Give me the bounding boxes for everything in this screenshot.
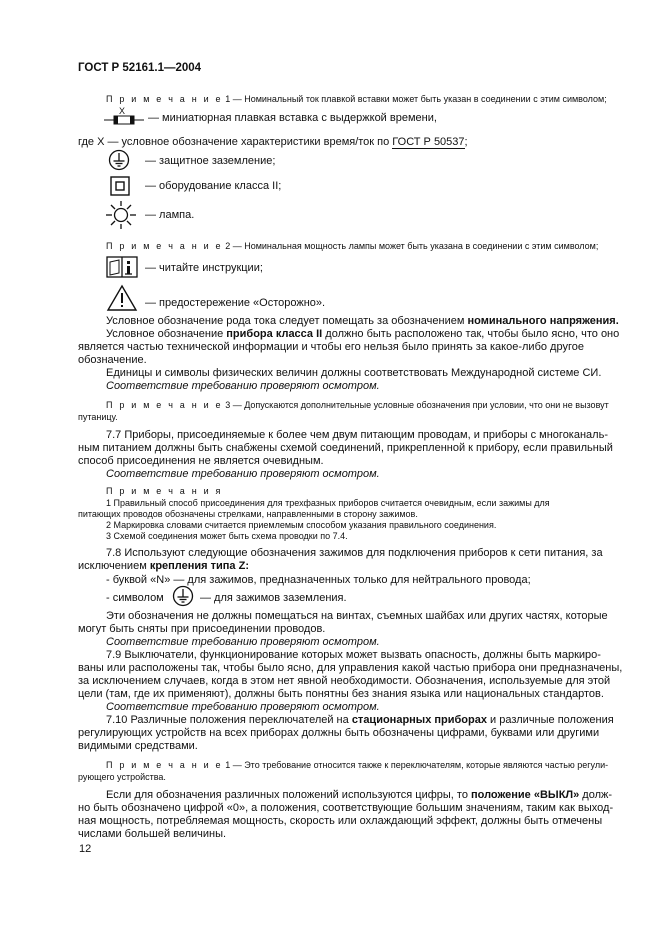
section-7-9-line1: 7.9 Выключатели, функционирование которых может вызвать опасность, должны быть маркиро- xyxy=(106,649,601,661)
final-para-line1 xyxy=(106,789,612,801)
note-2 xyxy=(106,241,598,251)
section-7-8-line2 xyxy=(78,560,249,572)
lamp-label: — лампа. xyxy=(145,209,195,221)
note-text: 2 — Номинальная мощность лампы может быть указана в соединении с этим символом; xyxy=(222,241,599,251)
para-si-units: Единицы и символы физических величин должны соответствовать Международной системе СИ. xyxy=(106,367,602,379)
note-3 xyxy=(106,400,609,410)
p2-bold: прибора класса II xyxy=(226,328,323,340)
compliance-check-3: Соответствие требованию проверяют осмотром. xyxy=(106,636,380,648)
section-7-10-line1 xyxy=(106,714,614,726)
where-x-text: где Х — условное обозначение характеристики время/ток по xyxy=(78,136,393,148)
para-class2-line2: является частью технической информации и чтобы его нельзя было принять за какое-либо другое xyxy=(78,341,584,353)
section-7-9-line3: за исключением случаев, когда в этом нет явной необходимости. Обозначения, используемые для этой xyxy=(78,675,611,687)
s78-bold: крепления типа Z: xyxy=(149,560,249,572)
final-para-line4: числами большей величины. xyxy=(78,828,227,840)
standard-header: ГОСТ Р 52161.1—2004 xyxy=(78,62,202,74)
last-text-post: долж- xyxy=(579,789,613,801)
note-text: 1 — Номинальный ток плавкой вставки может быть указан в соединении с этим символом; xyxy=(222,94,607,104)
s78-text: исключением xyxy=(78,560,150,572)
note-3-line2: путаницу. xyxy=(78,412,118,422)
note-label: П р и м е ч а н и е xyxy=(106,760,223,770)
note-item-3: 3 Схемой соединения может быть схема проводки по 7.4. xyxy=(106,531,348,541)
fuse-x-label: Х xyxy=(119,106,126,116)
compliance-check-1: Соответствие требованию проверяют осмотром. xyxy=(106,380,380,392)
page-number: 12 xyxy=(79,843,92,855)
para-class2-line3: обозначение. xyxy=(78,354,147,366)
last-bold: положение «ВЫКЛ» xyxy=(471,789,580,801)
s710-text: 7.10 Различные положения переключателей на xyxy=(106,714,352,726)
compliance-check-2: Соответствие требованию проверяют осмотром. xyxy=(106,468,380,480)
section-7-10-line2: регулирующих устройств на всех приборах должны быть обозначены цифрами, буквами или другими xyxy=(78,727,600,739)
para-class2-line1 xyxy=(106,328,619,340)
protective-earth-icon xyxy=(108,149,130,176)
section-7-8-line5: Эти обозначения не должны помещаться на винтах, съемных шайбах или других частях, которые xyxy=(106,610,608,622)
s710-bold: стационарных приборах xyxy=(351,714,487,726)
protective-earth-icon xyxy=(172,585,194,612)
s710-text-post: и различные положения xyxy=(486,714,614,726)
note-text: 3 — Допускаются дополнительные условные обозначения при условии, что они не вызовут xyxy=(222,400,609,410)
warning-triangle-icon xyxy=(106,284,138,317)
where-x-end: ; xyxy=(464,136,468,148)
section-7-7-line1: 7.7 Приборы, присоединяемые к более чем двум питающим проводам, и приборы с многоканаль- xyxy=(106,429,608,441)
section-7-8-line6: могут быть сняты при присоединении проводов. xyxy=(78,623,326,635)
note-item-2: 2 Маркировка словами считается приемлемым способом указания правильного соединения. xyxy=(106,520,497,530)
section-7-8-symbol-pre: - символом xyxy=(106,592,164,604)
book-label: — читайте инструкции; xyxy=(145,262,263,274)
section-7-7-line2: ным питанием должны быть снабжены схемой соединений, прикрепленной к прибору, если правильный xyxy=(78,442,613,454)
p1-bold: номинального напряжения. xyxy=(467,315,619,327)
section-7-8-line1: 7.8 Используют следующие обозначения зажимов для подключения приборов к сети питания, за xyxy=(106,547,603,559)
read-instructions-icon xyxy=(106,256,138,283)
final-para-line2: но быть обозначено цифрой «0», а положения, соответствующие большим значениям, таким как выход- xyxy=(78,802,614,814)
para-current-type xyxy=(106,315,619,327)
note-label: П р и м е ч а н и е xyxy=(106,400,223,410)
note-label: П р и м е ч а н и е xyxy=(106,94,223,104)
fuse-label: — миниатюрная плавкая вставка с выдержкой времени, xyxy=(148,112,437,124)
where-x-line xyxy=(78,136,468,148)
warning-label: — предостережение «Осторожно». xyxy=(145,297,326,309)
note-label: П р и м е ч а н и е xyxy=(106,241,223,251)
note-text: 1 — Это требование относится также к переключателям, которые являются частью регули- xyxy=(222,760,609,770)
fuse-time-lag-icon xyxy=(104,108,144,126)
earth-label: — защитное заземление; xyxy=(145,155,276,167)
section-7-9-line2: ваны или расположены так, чтобы было ясно, для управления какой частью прибора они предназначены, xyxy=(78,662,623,674)
section-7-10-line3: видимыми средствами. xyxy=(78,740,198,752)
final-para-line3: ная мощность, потребляемая мощность, скорость или охлаждающий эффект, должны быть отмечены xyxy=(78,815,603,827)
p2-text-post: должно быть расположено так, чтобы было ясно, что оно xyxy=(322,328,620,340)
gost-50537-link[interactable]: ГОСТ Р 50537 xyxy=(392,136,465,148)
p2-text: Условное обозначение xyxy=(106,328,227,340)
lamp-icon xyxy=(104,200,138,235)
section-7-8-symbol-post: — для зажимов заземления. xyxy=(200,592,347,604)
notes-heading: П р и м е ч а н и я xyxy=(106,486,223,496)
p1-text: Условное обозначение рода тока следует помещать за обозначением xyxy=(106,315,468,327)
note-switch-line2: рующего устройства. xyxy=(78,772,166,782)
note-item-1-line2: питающих проводов обозначены стрелками, направленными в сторону зажимов. xyxy=(78,509,418,519)
section-7-8-neutral: - буквой «N» — для зажимов, предназначенных только для нейтрального провода; xyxy=(106,574,531,586)
section-7-9-line4: цели (там, где их применяют), должны быть понятны без знания языка или национальных стандартов. xyxy=(78,688,604,700)
last-text: Если для обозначения различных положений используются цифры, то xyxy=(106,789,471,801)
compliance-check-4: Соответствие требованию проверяют осмотром. xyxy=(106,701,380,713)
note-item-1-line1: 1 Правильный способ присоединения для трехфазных приборов считается очевидным, если зажимы для xyxy=(106,498,550,508)
note-switch xyxy=(106,760,608,770)
class-ii-double-square-icon xyxy=(110,176,130,201)
section-7-7-line3: способ присоединения не является очевидным. xyxy=(78,455,324,467)
class2-label: — оборудование класса II; xyxy=(145,180,282,192)
note-1 xyxy=(106,94,607,104)
